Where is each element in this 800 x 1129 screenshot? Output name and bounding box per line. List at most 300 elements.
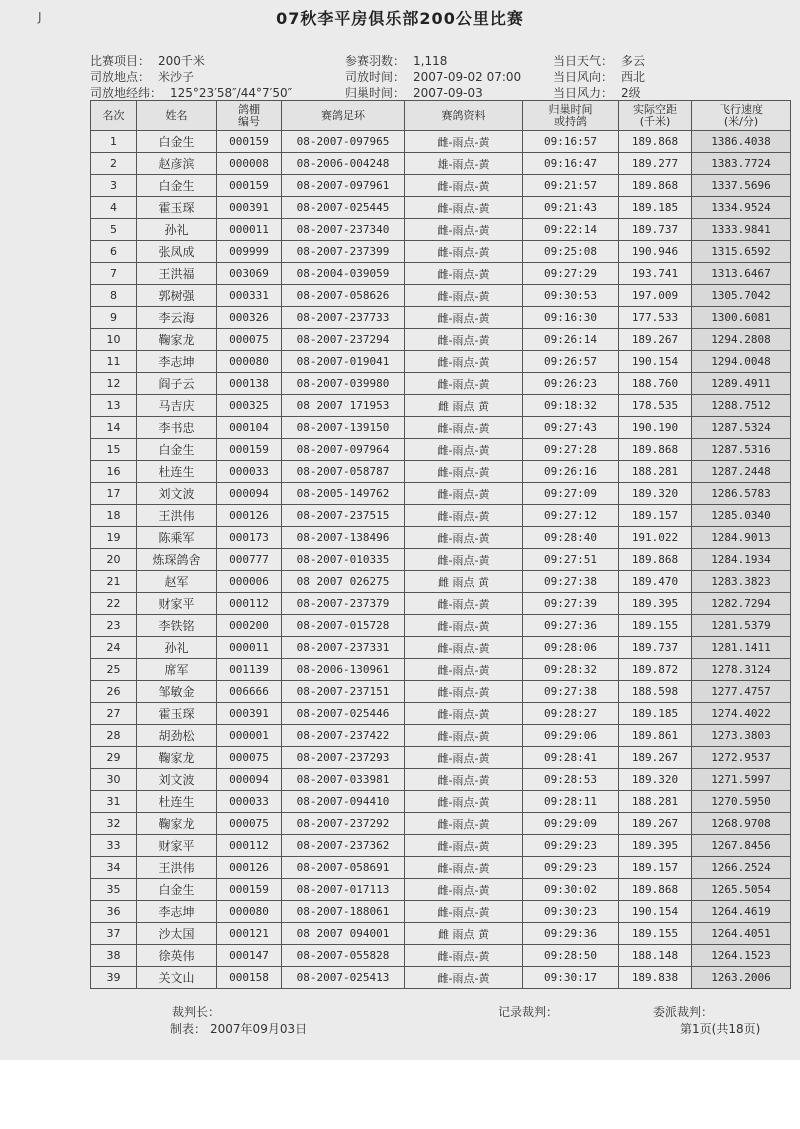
rank-cell: 3: [91, 175, 137, 197]
prepared-date: 2007年09月03日: [210, 1022, 308, 1036]
rank-cell: 37: [91, 923, 137, 945]
name-cell: 席军: [137, 659, 217, 681]
ring-number-cell: 08-2007-237399: [282, 241, 405, 263]
bird-info-cell: 雄-雨点-黄: [405, 153, 523, 175]
document-title: 07秋李平房俱乐部200公里比赛: [276, 9, 524, 28]
arrival-time-cell: 09:16:57: [523, 131, 619, 153]
event-label: 比赛项目：: [90, 54, 151, 68]
bird-info-cell: 雌-雨点-黄: [405, 703, 523, 725]
speed-cell: 1277.4757: [692, 681, 791, 703]
distance-cell: 193.741: [619, 263, 692, 285]
rank-cell: 21: [91, 571, 137, 593]
bird-info-cell: 雌-雨点-黄: [405, 725, 523, 747]
loft-id-cell: 000391: [217, 197, 282, 219]
ring-number-cell: 08-2007-237379: [282, 593, 405, 615]
ring-number-cell: 08-2007-058787: [282, 461, 405, 483]
ring-number-cell: 08-2007-010335: [282, 549, 405, 571]
ring-number-cell: 08-2007-139150: [282, 417, 405, 439]
name-cell: 霍玉琛: [137, 703, 217, 725]
name-cell: 赵彦滨: [137, 153, 217, 175]
table-row: [91, 967, 791, 989]
loft-id-cell: 000126: [217, 505, 282, 527]
speed-cell: 1300.6081: [692, 307, 791, 329]
loft-id-cell: 000121: [217, 923, 282, 945]
distance-cell: 189.395: [619, 593, 692, 615]
distance-cell: 197.009: [619, 285, 692, 307]
arrival-time-cell: 09:27:38: [523, 681, 619, 703]
name-cell: 杜连生: [137, 791, 217, 813]
arrival-time-cell: 09:29:06: [523, 725, 619, 747]
table-row: [91, 549, 791, 571]
bird-info-cell: 雌-雨点-黄: [405, 945, 523, 967]
ring-number-cell: 08-2007-097961: [282, 175, 405, 197]
table-row: [91, 395, 791, 417]
arrival-time-cell: 09:28:27: [523, 703, 619, 725]
loft-id-cell: 000159: [217, 175, 282, 197]
speed-cell: 1264.4619: [692, 901, 791, 923]
arrival-time-cell: 09:26:14: [523, 329, 619, 351]
loft-id-cell: 003069: [217, 263, 282, 285]
rank-cell: 38: [91, 945, 137, 967]
bird-info-cell: 雌-雨点-黄: [405, 857, 523, 879]
table-row: [91, 681, 791, 703]
name-cell: 李书忠: [137, 417, 217, 439]
return-time-value: 2007-09-03: [413, 86, 483, 100]
loft-id-cell: 000777: [217, 549, 282, 571]
distance-cell: 189.737: [619, 219, 692, 241]
rank-cell: 17: [91, 483, 137, 505]
rank-cell: 22: [91, 593, 137, 615]
arrival-time-cell: 09:27:38: [523, 571, 619, 593]
distance-cell: 178.535: [619, 395, 692, 417]
ring-number-cell: 08-2007-237515: [282, 505, 405, 527]
table-row: [91, 769, 791, 791]
table-row: [91, 879, 791, 901]
ring-number-cell: 08-2007-237292: [282, 813, 405, 835]
distance-cell: 188.281: [619, 791, 692, 813]
table-row: [91, 241, 791, 263]
speed-cell: 1285.0340: [692, 505, 791, 527]
loft-id-cell: 000011: [217, 637, 282, 659]
table-row: [91, 527, 791, 549]
loft-id-cell: 000094: [217, 769, 282, 791]
speed-cell: 1294.2808: [692, 329, 791, 351]
name-cell: 刘文波: [137, 769, 217, 791]
distance-cell: 190.190: [619, 417, 692, 439]
table-row: [91, 483, 791, 505]
bird-info-cell: 雌-雨点-黄: [405, 747, 523, 769]
table-row: [91, 791, 791, 813]
bird-info-cell: 雌-雨点-黄: [405, 241, 523, 263]
name-cell: 张凤成: [137, 241, 217, 263]
bird-info-cell: 雌-雨点-黄: [405, 637, 523, 659]
speed-cell: 1284.9013: [692, 527, 791, 549]
distance-cell: 189.185: [619, 197, 692, 219]
table-row: [91, 659, 791, 681]
distance-cell: 189.470: [619, 571, 692, 593]
distance-cell: 188.281: [619, 461, 692, 483]
loft-id-cell: 000075: [217, 329, 282, 351]
table-row: [91, 615, 791, 637]
rank-cell: 6: [91, 241, 137, 263]
distance-cell: 189.155: [619, 923, 692, 945]
results-table-body: [91, 131, 791, 989]
arrival-time-cell: 09:27:43: [523, 417, 619, 439]
event-info: [90, 52, 205, 69]
ring-number-cell: 08-2007-055828: [282, 945, 405, 967]
distance-cell: 188.148: [619, 945, 692, 967]
distance-cell: 190.946: [619, 241, 692, 263]
name-cell: 王洪福: [137, 263, 217, 285]
return-time-info: [345, 84, 483, 101]
arrival-time-cell: 09:22:14: [523, 219, 619, 241]
bird-info-cell: 雌-雨点-黄: [405, 967, 523, 989]
speed-cell: 1270.5950: [692, 791, 791, 813]
ring-number-cell: 08-2007-025446: [282, 703, 405, 725]
header-cell: 归巢时间 或持鸽: [523, 101, 619, 131]
rank-cell: 26: [91, 681, 137, 703]
rank-cell: 23: [91, 615, 137, 637]
distance-cell: 177.533: [619, 307, 692, 329]
coords-value: 125°23′58″/44°7′50″: [170, 86, 293, 100]
name-cell: 鞠家龙: [137, 747, 217, 769]
distance-cell: 188.598: [619, 681, 692, 703]
speed-cell: 1265.5054: [692, 879, 791, 901]
arrival-time-cell: 09:30:23: [523, 901, 619, 923]
ring-number-cell: 08-2007-188061: [282, 901, 405, 923]
name-cell: 白金生: [137, 439, 217, 461]
bird-info-cell: 雌-雨点-黄: [405, 263, 523, 285]
loft-id-cell: 000138: [217, 373, 282, 395]
speed-cell: 1278.3124: [692, 659, 791, 681]
loft-id-cell: 000080: [217, 351, 282, 373]
name-cell: 财家平: [137, 835, 217, 857]
distance-cell: 189.861: [619, 725, 692, 747]
bird-info-cell: 雌-雨点-黄: [405, 131, 523, 153]
speed-cell: 1287.2448: [692, 461, 791, 483]
table-row: [91, 637, 791, 659]
name-cell: 郭树强: [137, 285, 217, 307]
page-info: 第1页(共18页): [680, 1022, 761, 1036]
name-cell: 王洪伟: [137, 505, 217, 527]
name-cell: 阎子云: [137, 373, 217, 395]
loft-id-cell: 006666: [217, 681, 282, 703]
bird-info-cell: 雌-雨点-黄: [405, 769, 523, 791]
bird-info-cell: 雌-雨点-黄: [405, 835, 523, 857]
arrival-time-cell: 09:27:29: [523, 263, 619, 285]
rank-cell: 36: [91, 901, 137, 923]
loft-id-cell: 000006: [217, 571, 282, 593]
table-row: [91, 131, 791, 153]
rank-cell: 39: [91, 967, 137, 989]
rank-cell: 29: [91, 747, 137, 769]
arrival-time-cell: 09:27:28: [523, 439, 619, 461]
header-cell: 姓名: [137, 101, 217, 131]
name-cell: 李铁铭: [137, 615, 217, 637]
arrival-time-cell: 09:21:43: [523, 197, 619, 219]
speed-cell: 1271.5997: [692, 769, 791, 791]
table-row: [91, 417, 791, 439]
wind-direction-value: 西北: [621, 70, 646, 84]
arrival-time-cell: 09:28:41: [523, 747, 619, 769]
table-row: [91, 461, 791, 483]
referee-label: 裁判长：: [172, 1005, 221, 1019]
bird-info-cell: 雌-雨点-黄: [405, 373, 523, 395]
bird-info-cell: 雌-雨点-黄: [405, 549, 523, 571]
ring-number-cell: 08-2007-237151: [282, 681, 405, 703]
rank-cell: 7: [91, 263, 137, 285]
loft-id-cell: 000104: [217, 417, 282, 439]
bird-info-cell: 雌-雨点-黄: [405, 901, 523, 923]
arrival-time-cell: 09:30:53: [523, 285, 619, 307]
table-row: [91, 351, 791, 373]
name-cell: 财家平: [137, 593, 217, 615]
distance-cell: 189.395: [619, 835, 692, 857]
speed-cell: 1274.4022: [692, 703, 791, 725]
rank-cell: 34: [91, 857, 137, 879]
speed-cell: 1333.9841: [692, 219, 791, 241]
arrival-time-cell: 09:29:09: [523, 813, 619, 835]
bird-info-cell: 雌-雨点-黄: [405, 461, 523, 483]
name-cell: 赵军: [137, 571, 217, 593]
distance-cell: 189.267: [619, 813, 692, 835]
name-cell: 李志坤: [137, 901, 217, 923]
table-header-row: [91, 101, 791, 131]
loft-id-cell: 000326: [217, 307, 282, 329]
bird-info-cell: 雌-雨点-黄: [405, 197, 523, 219]
ring-number-cell: 08-2004-039059: [282, 263, 405, 285]
loft-id-cell: 000075: [217, 747, 282, 769]
bird-info-cell: 雌-雨点-黄: [405, 175, 523, 197]
rank-cell: 4: [91, 197, 137, 219]
rank-cell: 32: [91, 813, 137, 835]
wind-direction-info: [553, 68, 645, 85]
header-cell: 鸽棚 编号: [217, 101, 282, 131]
speed-cell: 1266.2524: [692, 857, 791, 879]
loft-id-cell: 000159: [217, 131, 282, 153]
rank-cell: 16: [91, 461, 137, 483]
arrival-time-cell: 09:25:08: [523, 241, 619, 263]
arrival-time-cell: 09:16:47: [523, 153, 619, 175]
entries-label: 参赛羽数：: [345, 54, 406, 68]
loft-id-cell: 000112: [217, 835, 282, 857]
arrival-time-cell: 09:28:53: [523, 769, 619, 791]
bird-info-cell: 雌-雨点-黄: [405, 681, 523, 703]
distance-cell: 189.838: [619, 967, 692, 989]
rank-cell: 19: [91, 527, 137, 549]
bird-info-cell: 雌-雨点-黄: [405, 219, 523, 241]
loft-id-cell: 009999: [217, 241, 282, 263]
rank-cell: 15: [91, 439, 137, 461]
header-cell: 飞行速度 (米/分): [692, 101, 791, 131]
committee-label: 委派裁判：: [653, 1005, 714, 1019]
loft-id-cell: 000080: [217, 901, 282, 923]
bird-info-cell: 雌-雨点-黄: [405, 791, 523, 813]
name-cell: 马吉庆: [137, 395, 217, 417]
release-time-label: 司放时间：: [345, 70, 406, 84]
release-time-value: 2007-09-02 07:00: [413, 70, 522, 84]
rank-cell: 14: [91, 417, 137, 439]
release-site-value: 米沙子: [158, 70, 195, 84]
distance-cell: 189.320: [619, 483, 692, 505]
name-cell: 王洪伟: [137, 857, 217, 879]
distance-cell: 189.157: [619, 857, 692, 879]
loft-id-cell: 000033: [217, 791, 282, 813]
arrival-time-cell: 09:28:06: [523, 637, 619, 659]
bird-info-cell: 雌 雨点 黄: [405, 571, 523, 593]
ring-number-cell: 08-2007-237733: [282, 307, 405, 329]
loft-id-cell: 000200: [217, 615, 282, 637]
distance-cell: 189.868: [619, 439, 692, 461]
ring-number-cell: 08-2007-019041: [282, 351, 405, 373]
corner-mark: J: [38, 10, 42, 24]
ring-number-cell: 08-2006-130961: [282, 659, 405, 681]
rank-cell: 1: [91, 131, 137, 153]
weather-info: [553, 52, 645, 69]
weather-label: 当日天气：: [553, 54, 614, 68]
coords-info: [90, 84, 292, 101]
distance-cell: 190.154: [619, 901, 692, 923]
table-row: [91, 923, 791, 945]
loft-id-cell: 000158: [217, 967, 282, 989]
wind-direction-label: 当日风向：: [553, 70, 614, 84]
distance-cell: 189.872: [619, 659, 692, 681]
distance-cell: 189.868: [619, 175, 692, 197]
rank-cell: 11: [91, 351, 137, 373]
arrival-time-cell: 09:26:57: [523, 351, 619, 373]
name-cell: 邹敏金: [137, 681, 217, 703]
table-row: [91, 901, 791, 923]
speed-cell: 1288.7512: [692, 395, 791, 417]
header-cell: 赛鸽足环: [282, 101, 405, 131]
bird-info-cell: 雌-雨点-黄: [405, 439, 523, 461]
name-cell: 陈乘军: [137, 527, 217, 549]
speed-cell: 1264.1523: [692, 945, 791, 967]
distance-cell: 189.737: [619, 637, 692, 659]
distance-cell: 189.320: [619, 769, 692, 791]
wind-force-value: 2级: [621, 86, 641, 100]
ring-number-cell: 08-2007-058626: [282, 285, 405, 307]
loft-id-cell: 001139: [217, 659, 282, 681]
speed-cell: 1263.2006: [692, 967, 791, 989]
table-row: [91, 747, 791, 769]
table-row: [91, 329, 791, 351]
bird-info-cell: 雌-雨点-黄: [405, 483, 523, 505]
arrival-time-cell: 09:28:32: [523, 659, 619, 681]
ring-number-cell: 08 2007 026275: [282, 571, 405, 593]
name-cell: 白金生: [137, 175, 217, 197]
arrival-time-cell: 09:26:23: [523, 373, 619, 395]
arrival-time-cell: 09:27:36: [523, 615, 619, 637]
ring-number-cell: 08-2007-025413: [282, 967, 405, 989]
distance-cell: 189.868: [619, 131, 692, 153]
distance-cell: 190.154: [619, 351, 692, 373]
arrival-time-cell: 09:27:39: [523, 593, 619, 615]
name-cell: 杜连生: [137, 461, 217, 483]
loft-id-cell: 000075: [217, 813, 282, 835]
rank-cell: 10: [91, 329, 137, 351]
name-cell: 白金生: [137, 131, 217, 153]
ring-number-cell: 08-2007-094410: [282, 791, 405, 813]
arrival-time-cell: 09:26:16: [523, 461, 619, 483]
distance-cell: 189.267: [619, 329, 692, 351]
name-cell: 鞠家龙: [137, 813, 217, 835]
ring-number-cell: 08-2007-097965: [282, 131, 405, 153]
release-time-info: [345, 68, 521, 85]
table-row: [91, 813, 791, 835]
name-cell: 李志坤: [137, 351, 217, 373]
table-row: [91, 175, 791, 197]
distance-cell: 189.267: [619, 747, 692, 769]
ring-number-cell: 08-2007-237331: [282, 637, 405, 659]
arrival-time-cell: 09:28:50: [523, 945, 619, 967]
arrival-time-cell: 09:28:11: [523, 791, 619, 813]
bird-info-cell: 雌 雨点 黄: [405, 923, 523, 945]
ring-number-cell: 08 2007 094001: [282, 923, 405, 945]
ring-number-cell: 08-2007-237422: [282, 725, 405, 747]
ring-number-cell: 08-2007-017113: [282, 879, 405, 901]
name-cell: 孙礼: [137, 637, 217, 659]
bird-info-cell: 雌-雨点-黄: [405, 285, 523, 307]
loft-id-cell: 000126: [217, 857, 282, 879]
table-row: [91, 703, 791, 725]
arrival-time-cell: 09:16:30: [523, 307, 619, 329]
rank-cell: 8: [91, 285, 137, 307]
table-row: [91, 857, 791, 879]
return-time-label: 归巢时间：: [345, 86, 406, 100]
ring-number-cell: 08-2007-237294: [282, 329, 405, 351]
arrival-time-cell: 09:29:23: [523, 857, 619, 879]
table-row: [91, 219, 791, 241]
arrival-time-cell: 09:21:57: [523, 175, 619, 197]
ring-number-cell: 08-2007-025445: [282, 197, 405, 219]
header-cell: 名次: [91, 101, 137, 131]
rank-cell: 2: [91, 153, 137, 175]
ring-number-cell: 08-2007-033981: [282, 769, 405, 791]
wind-force-info: [553, 84, 641, 101]
event-value: 200千米: [158, 54, 205, 68]
name-cell: 白金生: [137, 879, 217, 901]
name-cell: 霍玉琛: [137, 197, 217, 219]
speed-cell: 1334.9524: [692, 197, 791, 219]
loft-id-cell: 000094: [217, 483, 282, 505]
weather-value: 多云: [621, 54, 646, 68]
loft-id-cell: 000001: [217, 725, 282, 747]
arrival-time-cell: 09:27:09: [523, 483, 619, 505]
rank-cell: 27: [91, 703, 137, 725]
speed-cell: 1294.0048: [692, 351, 791, 373]
speed-cell: 1273.3803: [692, 725, 791, 747]
arrival-time-cell: 09:27:12: [523, 505, 619, 527]
table-row: [91, 835, 791, 857]
table-row: [91, 373, 791, 395]
speed-cell: 1337.5696: [692, 175, 791, 197]
speed-cell: 1287.5324: [692, 417, 791, 439]
table-row: [91, 571, 791, 593]
bird-info-cell: 雌-雨点-黄: [405, 659, 523, 681]
name-cell: 孙礼: [137, 219, 217, 241]
ring-number-cell: 08-2007-237362: [282, 835, 405, 857]
name-cell: 胡劲松: [137, 725, 217, 747]
speed-cell: 1287.5316: [692, 439, 791, 461]
rank-cell: 13: [91, 395, 137, 417]
arrival-time-cell: 09:28:40: [523, 527, 619, 549]
speed-cell: 1315.6592: [692, 241, 791, 263]
distance-cell: 189.185: [619, 703, 692, 725]
loft-id-cell: 000011: [217, 219, 282, 241]
speed-cell: 1386.4038: [692, 131, 791, 153]
arrival-time-cell: 09:27:51: [523, 549, 619, 571]
